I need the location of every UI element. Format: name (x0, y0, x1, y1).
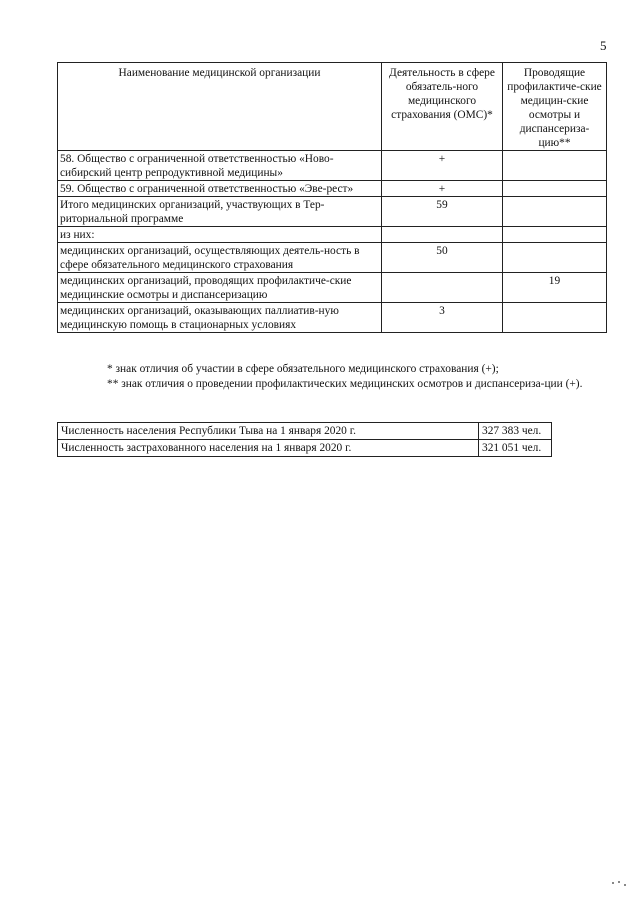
page-number: 5 (600, 38, 607, 53)
header-name: Наименование медицинской организации (58, 63, 382, 151)
header-exam: Проводящие профилактиче-ские медицин-ские осмотры и диспансериза-цию** (503, 63, 607, 151)
row-oms: + (382, 181, 503, 197)
row-name: из них: (58, 227, 382, 243)
organizations-table (57, 62, 607, 333)
row-name: медицинских организаций, осуществляющих деятель-ность в сфере обязательного медицинского страхования (58, 243, 382, 273)
scan-speck-marks (610, 878, 632, 888)
footnote-oms: * знак отличия об участии в сфере обязательного медицинского страхования (+); (107, 363, 499, 375)
population-label: Численность застрахованного населения на 1 января 2020 г. (58, 440, 479, 457)
row-name: 58. Общество с ограниченной ответственностью «Ново-сибирский центр репродуктивной медицины» (58, 151, 382, 181)
row-exam (503, 197, 607, 227)
row-oms: + (382, 151, 503, 181)
table-row (58, 303, 607, 333)
row-name: медицинских организаций, оказывающих паллиатив-ную медицинскую помощь в стационарных условиях (58, 303, 382, 333)
table-row (58, 243, 607, 273)
row-name: 59. Общество с ограниченной ответственностью «Эве-рест» (58, 181, 382, 197)
row-name: Итого медицинских организаций, участвующих в Тер-риториальной программе (58, 197, 382, 227)
population-value: 321 051 чел. (479, 440, 552, 457)
row-exam (503, 151, 607, 181)
row-oms (382, 227, 503, 243)
table-header-row (58, 63, 607, 151)
row-oms: 59 (382, 197, 503, 227)
row-exam (503, 227, 607, 243)
table-row (58, 273, 607, 303)
footnote-exam: ** знак отличия о проведении профилактических медицинских осмотров и диспансериза-ции (+). (107, 378, 583, 390)
table-row (58, 227, 607, 243)
row-exam (503, 181, 607, 197)
row-oms (382, 273, 503, 303)
table-row (58, 181, 607, 197)
table-row (58, 423, 552, 440)
table-row (58, 197, 607, 227)
footnotes (57, 362, 606, 392)
row-oms: 3 (382, 303, 503, 333)
population-table (57, 422, 552, 457)
table-row (58, 440, 552, 457)
population-value: 327 383 чел. (479, 423, 552, 440)
row-oms: 50 (382, 243, 503, 273)
header-oms: Деятельность в сфере обязатель-ного медицинского страхования (ОМС)* (382, 63, 503, 151)
row-exam (503, 243, 607, 273)
population-label: Численность населения Республики Тыва на 1 января 2020 г. (58, 423, 479, 440)
row-exam (503, 303, 607, 333)
row-exam: 19 (503, 273, 607, 303)
row-name: медицинских организаций, проводящих профилактиче-ские медицинские осмотры и диспансеризацию (58, 273, 382, 303)
table-row (58, 151, 607, 181)
